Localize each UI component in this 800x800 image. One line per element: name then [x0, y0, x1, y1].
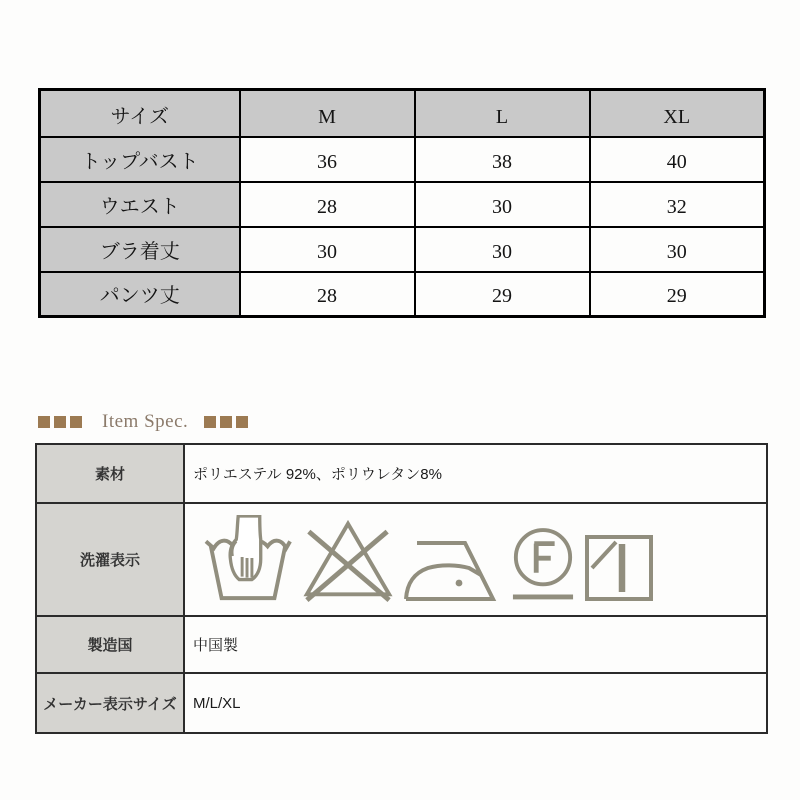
- table-row: [36, 503, 767, 616]
- cell-value: 28: [240, 182, 415, 227]
- size-table-header-row: [40, 90, 765, 137]
- cell-value: 30: [590, 227, 765, 272]
- spec-label-country: 製造国: [36, 616, 184, 673]
- square-icon: [54, 416, 66, 428]
- table-row: [36, 444, 767, 503]
- laundry-symbols-row: [186, 507, 765, 613]
- row-label: ブラ着丈: [40, 227, 240, 272]
- iron-low-one-dot-icon: [403, 539, 503, 603]
- cell-value: 30: [415, 227, 590, 272]
- table-row: [40, 137, 765, 182]
- cell-value: 40: [590, 137, 765, 182]
- square-icon: [236, 416, 248, 428]
- do-not-bleach-icon: [301, 517, 395, 603]
- square-icon: [220, 416, 232, 428]
- item-spec-table: [35, 443, 768, 734]
- row-label: トップバスト: [40, 137, 240, 182]
- spec-value-material: ポリエステル 92%、ポリウレタン8%: [184, 444, 767, 503]
- item-spec-heading: [38, 413, 248, 431]
- spec-value-country: 中国製: [184, 616, 767, 673]
- size-table: [38, 88, 766, 318]
- table-row: [36, 673, 767, 733]
- cell-value: 30: [240, 227, 415, 272]
- squares-decoration-right: [204, 416, 248, 428]
- hand-wash-icon: [203, 515, 293, 603]
- cell-value: 32: [590, 182, 765, 227]
- row-label: パンツ丈: [40, 272, 240, 317]
- spec-value-maker-size: M/L/XL: [184, 673, 767, 733]
- table-row: [40, 272, 765, 317]
- table-row: [40, 182, 765, 227]
- item-spec-title: Item Spec.: [102, 411, 189, 432]
- spec-value-care-symbols: [184, 503, 767, 616]
- spec-label-material: 素材: [36, 444, 184, 503]
- spec-label-care: 洗濯表示: [36, 503, 184, 616]
- cell-value: 28: [240, 272, 415, 317]
- square-icon: [38, 416, 50, 428]
- row-label: ウエスト: [40, 182, 240, 227]
- size-table-header-m: M: [240, 90, 415, 137]
- squares-decoration-left: [38, 416, 82, 428]
- spec-label-maker-size: メーカー表示サイズ: [36, 673, 184, 733]
- size-table-header-xl: XL: [590, 90, 765, 137]
- dry-clean-F-gentle-icon: [511, 525, 575, 603]
- size-table-header-size: サイズ: [40, 90, 240, 137]
- cell-value: 30: [415, 182, 590, 227]
- cell-value: 36: [240, 137, 415, 182]
- square-icon: [204, 416, 216, 428]
- cell-value: 29: [590, 272, 765, 317]
- table-row: [36, 616, 767, 673]
- size-table-header-l: L: [415, 90, 590, 137]
- square-icon: [70, 416, 82, 428]
- table-row: [40, 227, 765, 272]
- cell-value: 38: [415, 137, 590, 182]
- hang-dry-in-shade-icon: [583, 533, 655, 603]
- cell-value: 29: [415, 272, 590, 317]
